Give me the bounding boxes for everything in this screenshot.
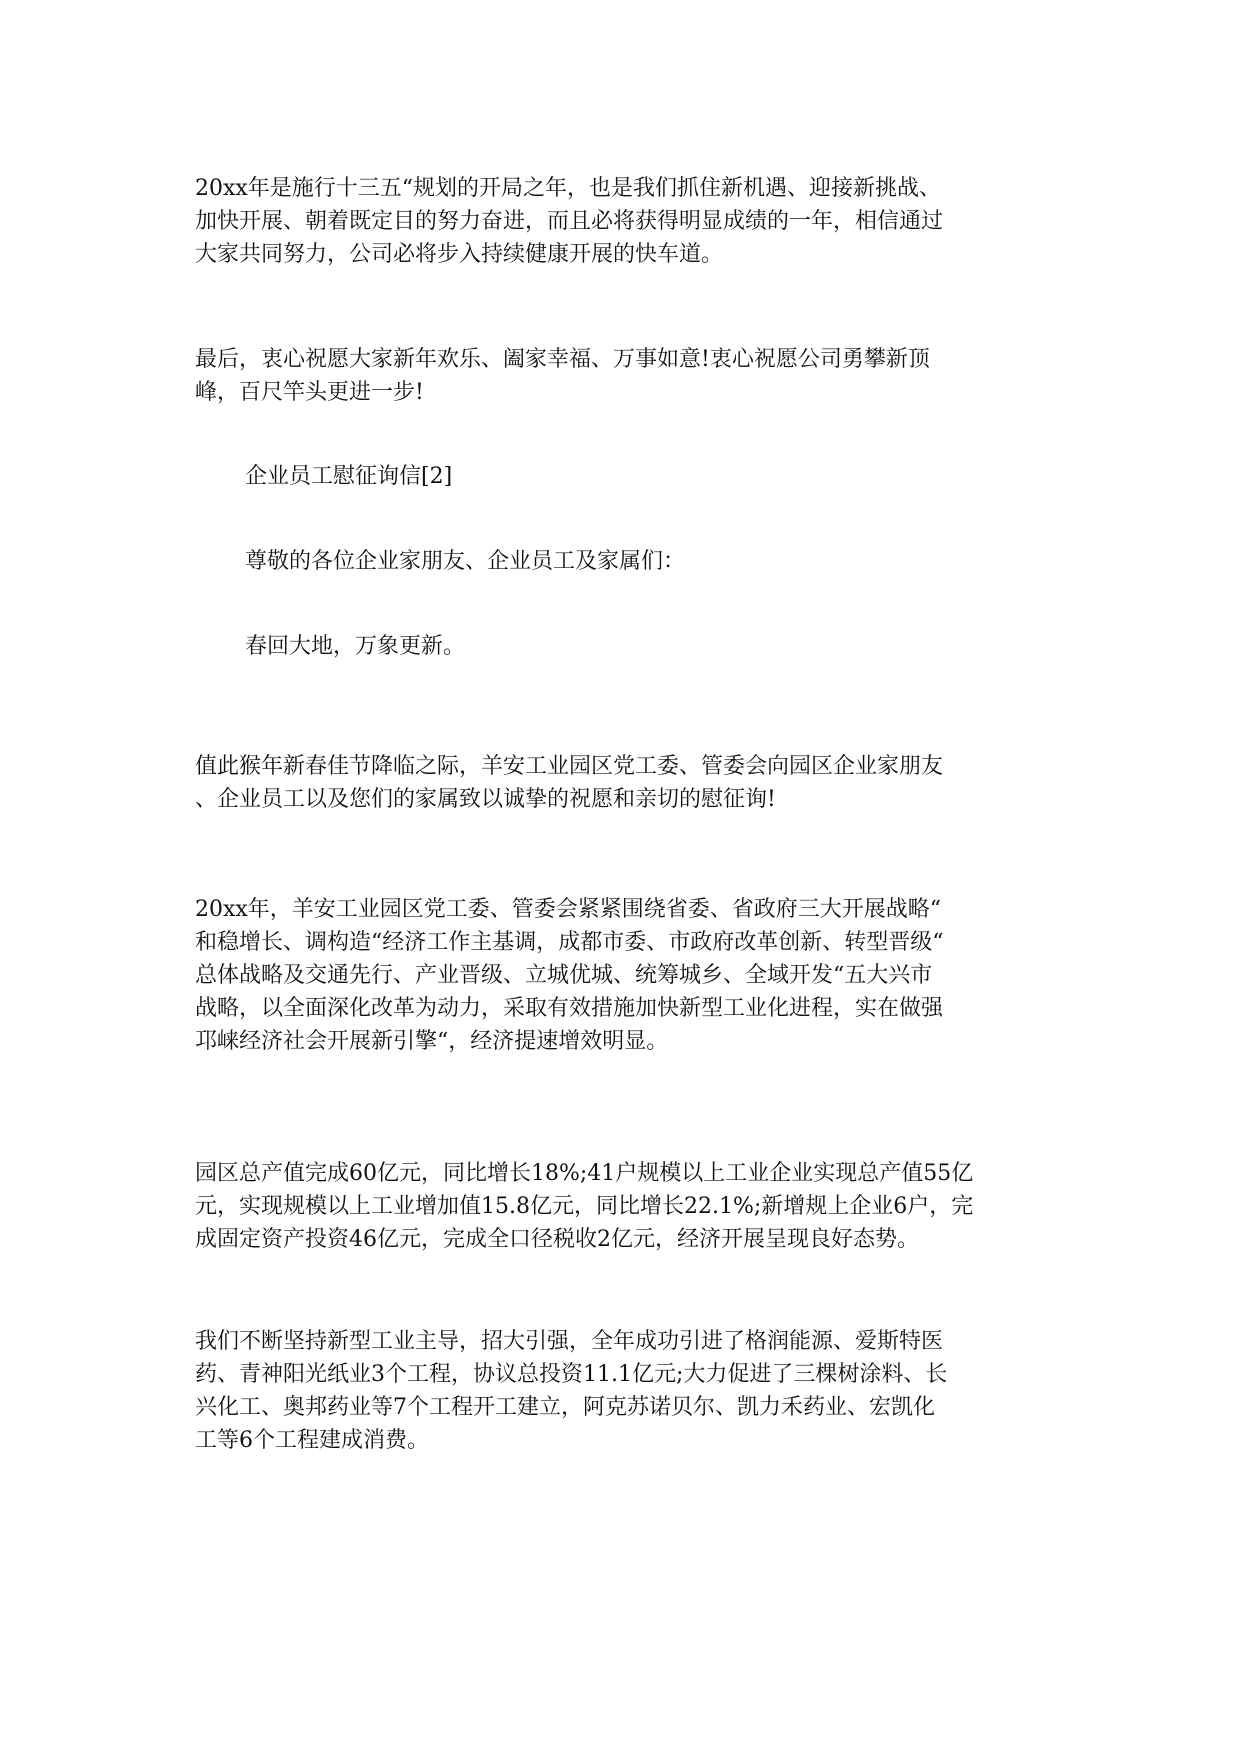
text-line: 值此猴年新春佳节降临之际，羊安工业园区党工委、管委会向园区企业家朋友: [195, 754, 944, 779]
paragraph-spring-greeting: [245, 630, 1045, 663]
letter-heading: [245, 460, 1045, 493]
text-line: 总体战略及交通先行、产业晋级、立城优城、统筹城乡、全域开发“五大兴市: [195, 963, 933, 988]
text-line: 加快开展、朝着既定目的努力奋进，而且必将获得明显成绩的一年，相信通过: [195, 209, 944, 234]
paragraph-projects: [195, 1325, 1055, 1457]
text-line: 尊敬的各位企业家朋友、企业员工及家属们：: [245, 549, 686, 574]
text-line: 和稳增长、调构造“经济工作主基调，成都市委、市政府改革创新、转型晋级“: [195, 930, 944, 955]
text-line: 元，实现规模以上工业增加值15.8亿元，同比增长22.1%;新增规上企业6户，完: [195, 1194, 974, 1219]
paragraph-economic-results: [195, 1157, 1055, 1256]
text-line: 成固定资产投资46亿元，完成全口径税收2亿元，经济开展呈现良好态势。: [195, 1227, 919, 1252]
text-line: 大家共同努力，公司必将步入持续健康开展的快车道。: [195, 242, 724, 267]
text-line: 园区总产值完成60亿元，同比增长18%;41户规模以上工业企业实现总产值55亿: [195, 1161, 974, 1186]
paragraph-holiday-greeting: [195, 750, 1055, 816]
text-line: 战略，以全面深化改革为动力，采取有效措施加快新型工业化进程，实在做强: [195, 996, 944, 1021]
text-line: 药、青神阳光纸业3个工程，协议总投资11.1亿元;大力促进了三棵树涂料、长: [195, 1362, 948, 1387]
paragraph-plan-year: [195, 172, 1055, 271]
text-line: 最后，衷心祝愿大家新年欢乐、阖家幸福、万事如意!衷心祝愿公司勇攀新顶: [195, 347, 930, 372]
text-line: 20xx年，羊安工业园区党工委、管委会紧紧围绕省委、省政府三大开展战略“: [195, 897, 942, 922]
paragraph-new-year-wishes: [195, 343, 1055, 409]
text-line: 邛崃经济社会开展新引擎“，经济提速增效明显。: [195, 1029, 669, 1054]
text-line: 、企业员工以及您们的家属致以诚挚的祝愿和亲切的慰征询!: [195, 787, 776, 812]
paragraph-strategy-review: [195, 893, 1055, 1058]
text-line: 春回大地，万象更新。: [245, 634, 466, 659]
letter-salutation: [245, 545, 1045, 578]
text-line: 工等6个工程建成消费。: [195, 1428, 429, 1453]
text-line: 峰，百尺竿头更进一步!: [195, 380, 424, 405]
text-line: 20xx年是施行十三五“规划的开局之年，也是我们抓住新机遇、迎接新挑战、: [195, 176, 942, 201]
text-line: 我们不断坚持新型工业主导，招大引强，全年成功引进了格润能源、爱斯特医: [195, 1329, 944, 1354]
text-line: 企业员工慰征询信[2]: [245, 464, 453, 489]
text-line: 兴化工、奥邦药业等7个工程开工建立，阿克苏诺贝尔、凯力禾药业、宏凯化: [195, 1395, 935, 1420]
